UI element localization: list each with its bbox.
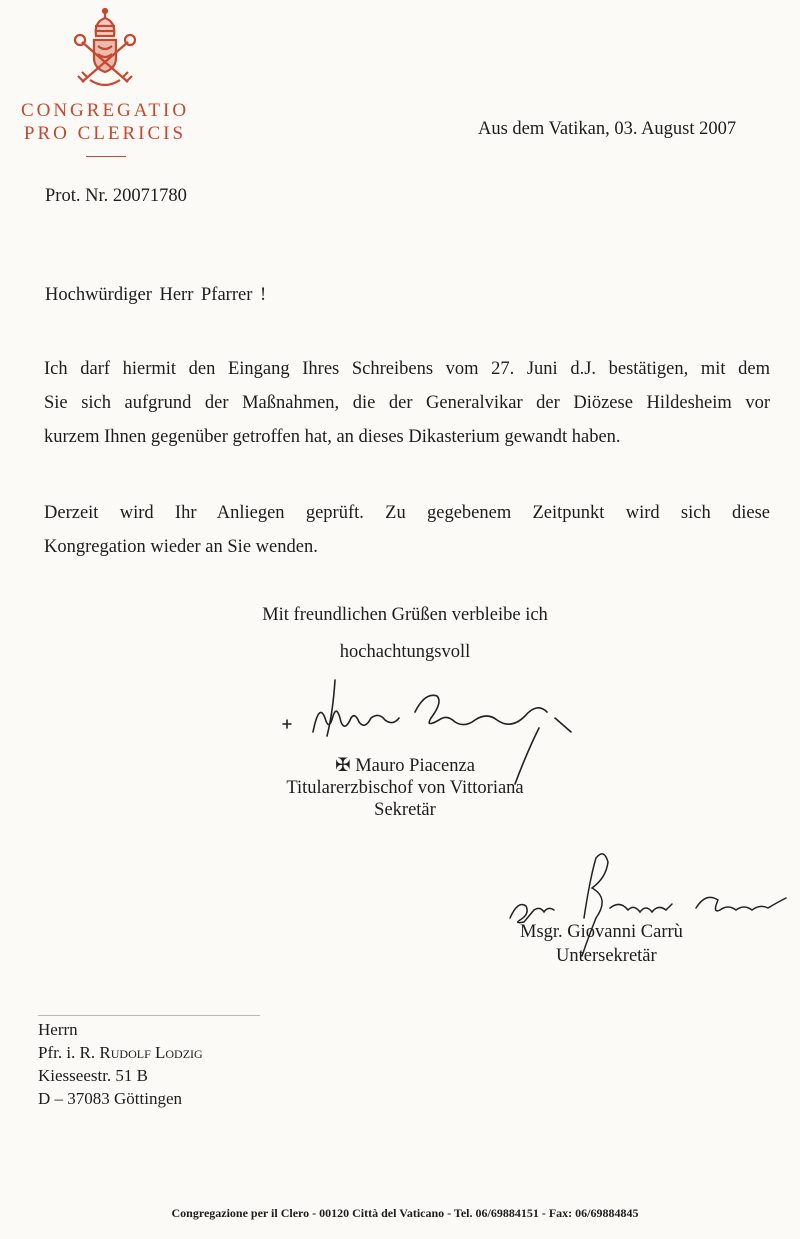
paragraph-1 [44,352,770,454]
paragraph-line: kurzem Ihnen gegenüber getroffen hat, an dieses Dikasterium gewandt haben. [44,427,621,447]
undersecretary-name: Msgr. Giovanni Carrù [520,922,683,942]
salutation: Hochwürdiger Herr Pfarrer ! [45,285,267,305]
closing-line-1: Mit freundlichen Grüßen verbleibe ich [262,605,548,625]
paragraph-line: Derzeit wird Ihr Anliegen geprüft. Zu gegebenem Zeitpunkt wird sich diese [44,503,770,523]
recipient-prefix: Pfr. i. R. [38,1043,100,1062]
org-name-line1: CONGREGATIO [20,100,190,121]
recipient-city: D – 37083 Göttingen [38,1089,183,1108]
recipient-name: Rudolf Lodzig [99,1043,203,1062]
recipient-line2 [38,1041,203,1064]
paragraph-line: Sie sich aufgrund der Maßnahmen, die der Generalvikar der Diözese Hildesheim vor [44,393,770,413]
closing-line-2: hochachtungsvoll [339,642,471,662]
recipient-line1: Herrn [38,1020,78,1039]
signatory-title: Titularerzbischof von Vittoriana [286,778,524,798]
paragraph-line: Kongregation wieder an Sie wenden. [44,537,318,557]
paragraph-line: Ich darf hiermit den Eingang Ihres Schreibens vom 27. Juni d.J. bestätigen, mit dem [44,359,770,379]
address-divider [38,1015,260,1016]
signatory-name: ✠ Mauro Piacenza [335,756,475,776]
letterhead-divider [86,156,126,157]
signatory-role: Sekretär [374,800,436,820]
coat-of-arms-icon [70,8,140,90]
recipient-street: Kiesseestr. 51 B [38,1066,149,1085]
letter-date: Aus dem Vatikan, 03. August 2007 [478,119,737,139]
org-name-line2: PRO CLERICIS [23,123,187,144]
paragraph-2 [44,496,770,564]
reference-number: Prot. Nr. 20071780 [45,186,187,206]
footer-contact: Congregazione per il Clero - 00120 Città del Vaticano - Tel. 06/69884151 - Fax: 06/69884845 [171,1206,639,1220]
undersecretary-role: Untersekretär [556,946,657,966]
